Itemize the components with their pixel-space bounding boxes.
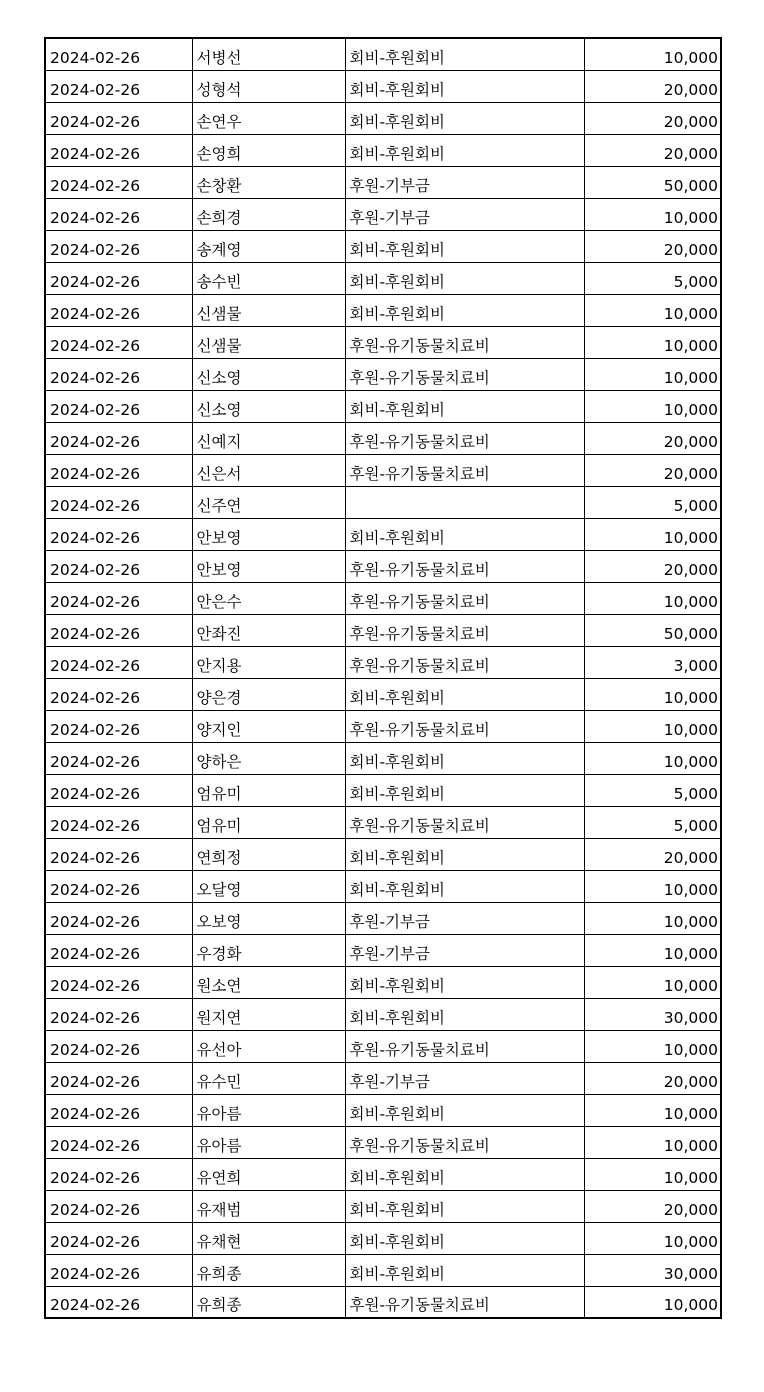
date-cell: 2024-02-26 [45, 742, 192, 774]
name-cell: 안지용 [192, 646, 345, 678]
table-row [45, 486, 721, 518]
name-cell: 유수민 [192, 1062, 345, 1094]
name-cell: 안보영 [192, 518, 345, 550]
category-cell: 후원-유기동물치료비 [345, 614, 584, 646]
date-cell: 2024-02-26 [45, 358, 192, 390]
table-row [45, 806, 721, 838]
category-cell: 회비-후원회비 [345, 294, 584, 326]
table-row [45, 1286, 721, 1318]
category-cell: 후원-기부금 [345, 1062, 584, 1094]
amount-cell: 20,000 [584, 134, 721, 166]
amount-cell: 10,000 [584, 710, 721, 742]
name-cell: 유채현 [192, 1222, 345, 1254]
amount-cell: 10,000 [584, 902, 721, 934]
category-cell: 회비-후원회비 [345, 870, 584, 902]
amount-cell: 20,000 [584, 70, 721, 102]
date-cell: 2024-02-26 [45, 486, 192, 518]
table-row [45, 518, 721, 550]
table-row [45, 1222, 721, 1254]
category-cell: 후원-유기동물치료비 [345, 646, 584, 678]
name-cell: 손영희 [192, 134, 345, 166]
amount-cell: 10,000 [584, 1158, 721, 1190]
name-cell: 우경화 [192, 934, 345, 966]
amount-cell: 5,000 [584, 486, 721, 518]
donation-ledger-table [44, 37, 722, 1319]
table-row [45, 1254, 721, 1286]
table-row [45, 70, 721, 102]
name-cell: 유아름 [192, 1094, 345, 1126]
date-cell: 2024-02-26 [45, 774, 192, 806]
category-cell [345, 486, 584, 518]
table-row [45, 1126, 721, 1158]
amount-cell: 10,000 [584, 582, 721, 614]
name-cell: 양하은 [192, 742, 345, 774]
table-row [45, 774, 721, 806]
name-cell: 연희정 [192, 838, 345, 870]
amount-cell: 10,000 [584, 678, 721, 710]
table-row [45, 1158, 721, 1190]
date-cell: 2024-02-26 [45, 806, 192, 838]
category-cell: 후원-기부금 [345, 934, 584, 966]
amount-cell: 20,000 [584, 1190, 721, 1222]
date-cell: 2024-02-26 [45, 550, 192, 582]
amount-cell: 5,000 [584, 806, 721, 838]
name-cell: 엄유미 [192, 806, 345, 838]
amount-cell: 20,000 [584, 838, 721, 870]
date-cell: 2024-02-26 [45, 838, 192, 870]
category-cell: 후원-유기동물치료비 [345, 358, 584, 390]
category-cell: 회비-후원회비 [345, 1190, 584, 1222]
category-cell: 후원-유기동물치료비 [345, 1126, 584, 1158]
date-cell: 2024-02-26 [45, 166, 192, 198]
date-cell: 2024-02-26 [45, 422, 192, 454]
name-cell: 신주연 [192, 486, 345, 518]
date-cell: 2024-02-26 [45, 390, 192, 422]
table-row [45, 550, 721, 582]
amount-cell: 20,000 [584, 102, 721, 134]
category-cell: 후원-유기동물치료비 [345, 710, 584, 742]
name-cell: 서병선 [192, 38, 345, 70]
date-cell: 2024-02-26 [45, 454, 192, 486]
amount-cell: 20,000 [584, 550, 721, 582]
date-cell: 2024-02-26 [45, 966, 192, 998]
category-cell: 후원-기부금 [345, 902, 584, 934]
date-cell: 2024-02-26 [45, 1158, 192, 1190]
category-cell: 회비-후원회비 [345, 838, 584, 870]
table-row [45, 1030, 721, 1062]
table-row [45, 294, 721, 326]
category-cell: 회비-후원회비 [345, 1254, 584, 1286]
date-cell: 2024-02-26 [45, 870, 192, 902]
amount-cell: 10,000 [584, 358, 721, 390]
table-row [45, 710, 721, 742]
category-cell: 회비-후원회비 [345, 998, 584, 1030]
category-cell: 회비-후원회비 [345, 1158, 584, 1190]
table-row [45, 422, 721, 454]
table-row [45, 742, 721, 774]
category-cell: 회비-후원회비 [345, 1222, 584, 1254]
amount-cell: 20,000 [584, 230, 721, 262]
date-cell: 2024-02-26 [45, 678, 192, 710]
date-cell: 2024-02-26 [45, 1286, 192, 1318]
category-cell: 후원-유기동물치료비 [345, 422, 584, 454]
name-cell: 양은경 [192, 678, 345, 710]
category-cell: 회비-후원회비 [345, 262, 584, 294]
name-cell: 엄유미 [192, 774, 345, 806]
date-cell: 2024-02-26 [45, 646, 192, 678]
table-row [45, 358, 721, 390]
date-cell: 2024-02-26 [45, 134, 192, 166]
date-cell: 2024-02-26 [45, 614, 192, 646]
category-cell: 회비-후원회비 [345, 678, 584, 710]
category-cell: 회비-후원회비 [345, 742, 584, 774]
name-cell: 신예지 [192, 422, 345, 454]
name-cell: 신소영 [192, 390, 345, 422]
table-row [45, 262, 721, 294]
date-cell: 2024-02-26 [45, 262, 192, 294]
amount-cell: 10,000 [584, 1286, 721, 1318]
name-cell: 신소영 [192, 358, 345, 390]
donation-ledger-sheet [44, 37, 722, 1319]
date-cell: 2024-02-26 [45, 198, 192, 230]
amount-cell: 10,000 [584, 326, 721, 358]
amount-cell: 3,000 [584, 646, 721, 678]
name-cell: 손창환 [192, 166, 345, 198]
name-cell: 안은수 [192, 582, 345, 614]
table-row [45, 38, 721, 70]
amount-cell: 20,000 [584, 1062, 721, 1094]
amount-cell: 10,000 [584, 1126, 721, 1158]
name-cell: 오달영 [192, 870, 345, 902]
category-cell: 후원-기부금 [345, 198, 584, 230]
table-row [45, 646, 721, 678]
date-cell: 2024-02-26 [45, 1126, 192, 1158]
date-cell: 2024-02-26 [45, 1062, 192, 1094]
table-row [45, 614, 721, 646]
table-row [45, 1094, 721, 1126]
table-row [45, 934, 721, 966]
amount-cell: 50,000 [584, 166, 721, 198]
category-cell: 회비-후원회비 [345, 390, 584, 422]
category-cell: 회비-후원회비 [345, 230, 584, 262]
name-cell: 안좌진 [192, 614, 345, 646]
table-row [45, 902, 721, 934]
name-cell: 신은서 [192, 454, 345, 486]
name-cell: 유재범 [192, 1190, 345, 1222]
amount-cell: 10,000 [584, 294, 721, 326]
table-row [45, 390, 721, 422]
name-cell: 안보영 [192, 550, 345, 582]
table-row [45, 102, 721, 134]
table-row [45, 454, 721, 486]
name-cell: 오보영 [192, 902, 345, 934]
name-cell: 원지연 [192, 998, 345, 1030]
amount-cell: 10,000 [584, 742, 721, 774]
name-cell: 신샘물 [192, 294, 345, 326]
amount-cell: 10,000 [584, 198, 721, 230]
amount-cell: 10,000 [584, 1030, 721, 1062]
amount-cell: 10,000 [584, 870, 721, 902]
category-cell: 회비-후원회비 [345, 134, 584, 166]
name-cell: 유희종 [192, 1254, 345, 1286]
amount-cell: 30,000 [584, 1254, 721, 1286]
date-cell: 2024-02-26 [45, 294, 192, 326]
table-row [45, 966, 721, 998]
date-cell: 2024-02-26 [45, 38, 192, 70]
amount-cell: 10,000 [584, 1094, 721, 1126]
name-cell: 손희경 [192, 198, 345, 230]
table-row [45, 678, 721, 710]
name-cell: 손연우 [192, 102, 345, 134]
table-row [45, 134, 721, 166]
category-cell: 후원-유기동물치료비 [345, 1286, 584, 1318]
amount-cell: 5,000 [584, 262, 721, 294]
table-row [45, 838, 721, 870]
date-cell: 2024-02-26 [45, 582, 192, 614]
date-cell: 2024-02-26 [45, 998, 192, 1030]
date-cell: 2024-02-26 [45, 70, 192, 102]
amount-cell: 20,000 [584, 454, 721, 486]
date-cell: 2024-02-26 [45, 1222, 192, 1254]
category-cell: 후원-유기동물치료비 [345, 806, 584, 838]
amount-cell: 10,000 [584, 1222, 721, 1254]
date-cell: 2024-02-26 [45, 1030, 192, 1062]
category-cell: 후원-유기동물치료비 [345, 550, 584, 582]
table-row [45, 1062, 721, 1094]
date-cell: 2024-02-26 [45, 230, 192, 262]
ledger-body [45, 38, 721, 1318]
name-cell: 성형석 [192, 70, 345, 102]
category-cell: 회비-후원회비 [345, 1094, 584, 1126]
category-cell: 후원-유기동물치료비 [345, 1030, 584, 1062]
category-cell: 후원-기부금 [345, 166, 584, 198]
table-row [45, 166, 721, 198]
name-cell: 송수빈 [192, 262, 345, 294]
date-cell: 2024-02-26 [45, 1190, 192, 1222]
name-cell: 유선아 [192, 1030, 345, 1062]
amount-cell: 10,000 [584, 38, 721, 70]
category-cell: 회비-후원회비 [345, 70, 584, 102]
amount-cell: 30,000 [584, 998, 721, 1030]
category-cell: 후원-유기동물치료비 [345, 326, 584, 358]
amount-cell: 20,000 [584, 422, 721, 454]
date-cell: 2024-02-26 [45, 1254, 192, 1286]
amount-cell: 10,000 [584, 966, 721, 998]
date-cell: 2024-02-26 [45, 1094, 192, 1126]
amount-cell: 5,000 [584, 774, 721, 806]
amount-cell: 10,000 [584, 390, 721, 422]
category-cell: 회비-후원회비 [345, 38, 584, 70]
table-row [45, 230, 721, 262]
category-cell: 회비-후원회비 [345, 102, 584, 134]
name-cell: 신샘물 [192, 326, 345, 358]
amount-cell: 50,000 [584, 614, 721, 646]
category-cell: 후원-유기동물치료비 [345, 582, 584, 614]
name-cell: 송계영 [192, 230, 345, 262]
category-cell: 회비-후원회비 [345, 966, 584, 998]
name-cell: 유희종 [192, 1286, 345, 1318]
date-cell: 2024-02-26 [45, 326, 192, 358]
category-cell: 후원-유기동물치료비 [345, 454, 584, 486]
category-cell: 회비-후원회비 [345, 518, 584, 550]
date-cell: 2024-02-26 [45, 102, 192, 134]
table-row [45, 326, 721, 358]
table-row [45, 870, 721, 902]
date-cell: 2024-02-26 [45, 518, 192, 550]
date-cell: 2024-02-26 [45, 902, 192, 934]
table-row [45, 582, 721, 614]
table-row [45, 998, 721, 1030]
name-cell: 유연희 [192, 1158, 345, 1190]
name-cell: 유아름 [192, 1126, 345, 1158]
date-cell: 2024-02-26 [45, 934, 192, 966]
name-cell: 원소연 [192, 966, 345, 998]
amount-cell: 10,000 [584, 518, 721, 550]
category-cell: 회비-후원회비 [345, 774, 584, 806]
name-cell: 양지인 [192, 710, 345, 742]
table-row [45, 198, 721, 230]
amount-cell: 10,000 [584, 934, 721, 966]
date-cell: 2024-02-26 [45, 710, 192, 742]
table-row [45, 1190, 721, 1222]
